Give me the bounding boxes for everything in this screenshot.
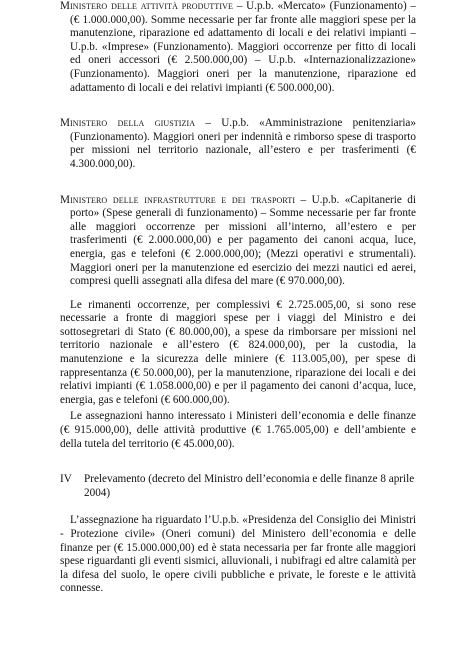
entry-text: – U.p.b. «Capitanerie di porto» (Spese generali di funzionamento) – Somme necessarie per far fronte alle maggiori occorrenze per missioni all’interno, all’estero e per trasferimenti (€ 2.000.000,00) e per pagamento dei canoni acqua, luce, energia, gas e telefoni (€ 2.000.000,00); (Mezzi operativi e strumentali). Maggiori oneri per la manutenzione ed esercizio dei mezzi nautici ed aerei, compresi quelli assegnati alla difesa del mare (€ 970.000,00).: [70, 193, 417, 288]
document-page: [60, 0, 416, 596]
paragraph-assegnazioni: Le assegnazioni hanno interessato i Ministeri dell’economia e delle finanze (€ 915.000,00), delle attività produttive (€ 1.765.005,00) e dell’ambiente e della tutela del territorio (€ 45.000,00).: [60, 410, 416, 450]
entry-text: – U.p.b. «Amministrazione penitenziaria» (Funzionamento). Maggiori oneri per indennità e rimborso spese di trasporto per missioni nel territorio nazionale, all’estero e per trasferimenti (€ 4.300.000,00).: [70, 117, 416, 170]
ministry-name: Ministero della giustizia: [60, 117, 196, 130]
ministry-name: Ministero delle attività produttive: [60, 0, 234, 12]
section-title: Prelevamento (decreto del Ministro dell’economia e delle finanze 8 aprile 2004): [84, 473, 415, 499]
paragraph-assegnazione-protezione-civile: L’assegnazione ha riguardato l’U.p.b. «Presidenza del Consiglio dei Ministri - Protezione civile» (Oneri comuni) del Ministero dell’economia e delle finanze per (€ 15.000.000,00) ed è stata necessaria per far fronte alle maggiori spese riguardanti gli eventi sismici, alluvionali, i nubifragi ed altre calamità per la difesa del suolo, le opere civili pubbliche e private, le foreste e le attività connesse.: [60, 514, 416, 595]
entry-attivita-produttive: [60, 0, 416, 95]
entry-giustizia: [60, 117, 416, 171]
paragraph-rimanenti-occorrenze: Le rimanenti occorrenze, per complessivi € 2.725.005,00, si sono rese necessarie a fronte di maggiori spese per i viaggi del Ministro e dei sottosegretari di Stato (€ 80.000,00), a spese da rimborsare per missioni nel territorio nazionale e all’estero (€ 824.000,00), per la custodia, la manutenzione e la sicurezza delle miniere (€ 113.005,00), per spese di rappresentanza (€ 50.000,00), per la manutenzione, riparazione dei locali e dei relativi impianti (€ 1.058.000,00) e per il pagamento dei canoni d’acqua, luce, energia, gas e telefoni (€ 600.000,00).: [60, 298, 416, 406]
entry-infrastrutture: [60, 194, 416, 289]
entry-text: – U.p.b. «Mercato» (Funzionamento) – (€ 1.000.000,00). Somme necessarie per far fronte alle maggiori spese per la manutenzione, riparazione ed adattamento di locali e dei relativi impianti – U.p.b. «Imprese» (Funzionamento). Maggiori occorrenze per fitto di locali ed oneri accessori (€ 2.500.000,00) – U.p.b. «Internazionalizzazione» (Funzionamento). Maggiori oneri per la manutenzione, riparazione ed adattamento di locali e dei relativi impianti (€ 500.000,00).: [70, 0, 416, 94]
ministry-name: Ministero delle infrastrutture e dei trasporti: [60, 193, 296, 206]
section-number: IV: [60, 473, 72, 486]
section-heading: [60, 473, 416, 500]
